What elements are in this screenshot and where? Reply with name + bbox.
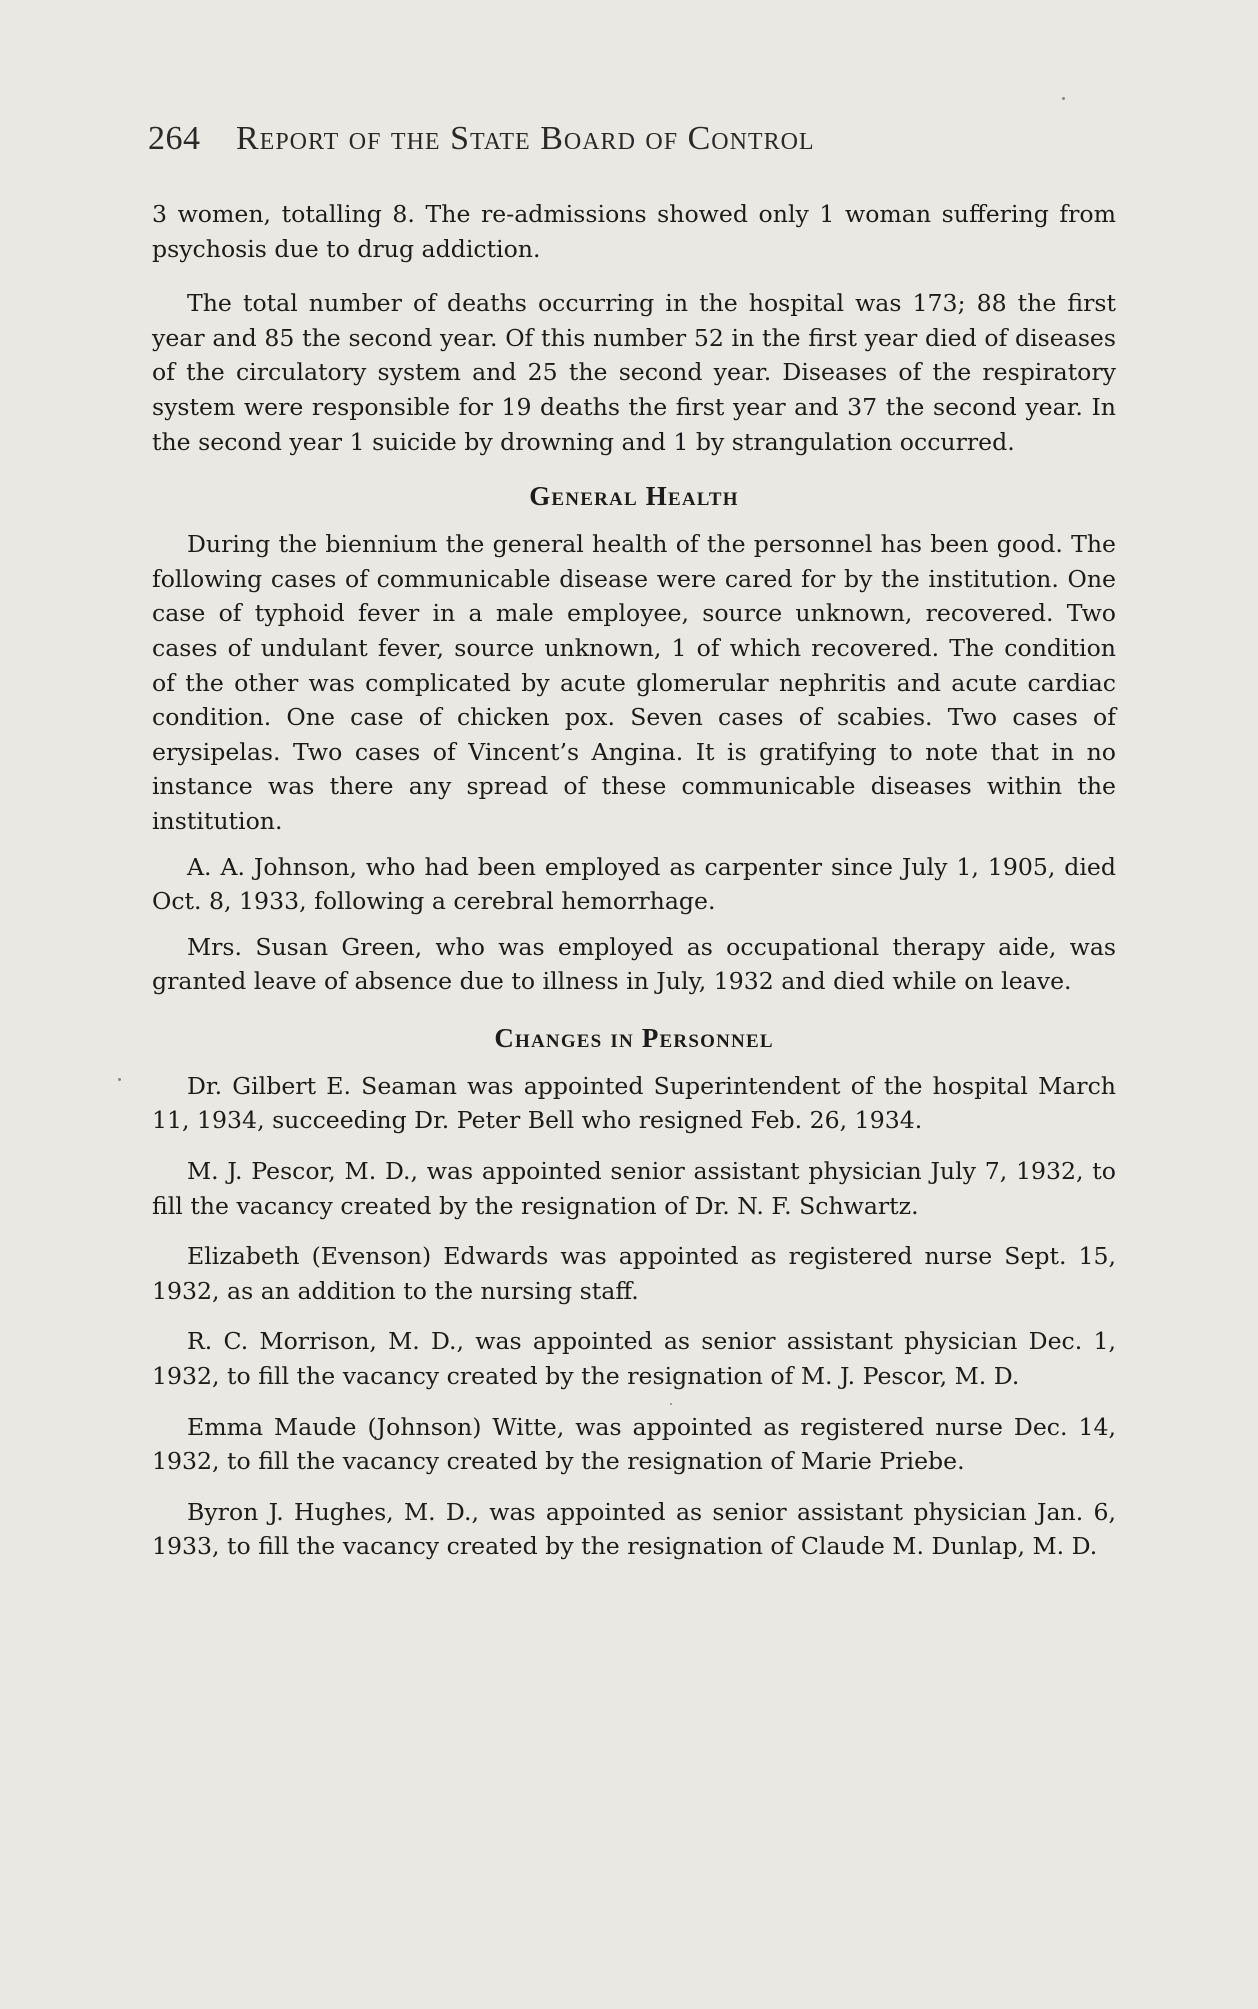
section-heading-general-health: General Health bbox=[529, 481, 739, 512]
paragraph-deaths: The total number of deaths occurring in the hospital was 173; 88 the first year and 85 the second year. Of this number 52 in the first year died of diseases of the circulatory system and 25 the second year. Diseases of the respiratory system were responsible for 19 deaths the first year and 37 the second year. In the second year 1 suicide by drowning and 1 by strangulation occurred. bbox=[152, 289, 1116, 456]
paragraph-johnson: A. A. Johnson, who had been employed as carpenter since July 1, 1905, died Oct. 8, 1933, following a cerebral hemorrhage. bbox=[152, 852, 1116, 916]
paper-speck bbox=[118, 1078, 121, 1081]
page-number: 264 bbox=[148, 120, 201, 157]
paragraph-readmissions: 3 women, totalling 8. The re-admissions showed only 1 woman suffering from psychosis due to drug addiction. bbox=[152, 200, 1116, 263]
paragraph-green: Mrs. Susan Green, who was employed as occupational therapy aide, was granted leave of absence due to illness in July, 1932 and died while on leave. bbox=[152, 932, 1116, 996]
paragraph-morrison: R. C. Morrison, M. D., was appointed as senior assistant physician Dec. 1, 1932, to fill the vacancy created by the resignation of M. J. Pescor, M. D. bbox=[152, 1327, 1116, 1391]
paper-speck bbox=[670, 1403, 672, 1405]
paragraph-witte: Emma Maude (Johnson) Witte, was appointed as registered nurse Dec. 14, 1932, to fill the vacancy created by the resignation of Marie Priebe. bbox=[152, 1412, 1116, 1476]
paragraph-edwards: Elizabeth (Evenson) Edwards was appointed as registered nurse Sept. 15, 1932, as an addition to the nursing staff. bbox=[152, 1242, 1116, 1305]
section-heading-changes-personnel: Changes in Personnel bbox=[494, 1022, 774, 1053]
paragraph-pescor: M. J. Pescor, M. D., was appointed senior assistant physician July 7, 1932, to fill the vacancy created by the resignation of Dr. N. F. Schwartz. bbox=[152, 1157, 1116, 1220]
paragraph-general-health: During the biennium the general health of the personnel has been good. The following cases of communicable disease were cared for by the institution. One case of typhoid fever in a male employee, source unknown, recovered. Two cases of undulant fever, source unknown, 1 of which recovered. The condition of the other was complicated by acute glomerular nephritis and acute cardiac condition. One case of chicken pox. Seven cases of scabies. Two cases of erysipelas. Two cases of Vincent’s Angina. It is gratifying to note that in no instance was there any spread of these communicable diseases within the institution. bbox=[152, 530, 1116, 835]
paragraph-seaman: Dr. Gilbert E. Seaman was appointed Superintendent of the hospital March 11, 1934, succeeding Dr. Peter Bell who resigned Feb. 26, 1934. bbox=[152, 1071, 1116, 1135]
body-text bbox=[152, 197, 1116, 1564]
paragraph-hughes: Byron J. Hughes, M. D., was appointed as senior assistant physician Jan. 6, 1933, to fill the vacancy created by the resignation of Claude M. Dunlap, M. D. bbox=[152, 1497, 1116, 1561]
paper-speck bbox=[1062, 97, 1065, 100]
running-title: Report of the State Board of Control bbox=[236, 120, 815, 157]
running-head bbox=[148, 120, 1108, 160]
